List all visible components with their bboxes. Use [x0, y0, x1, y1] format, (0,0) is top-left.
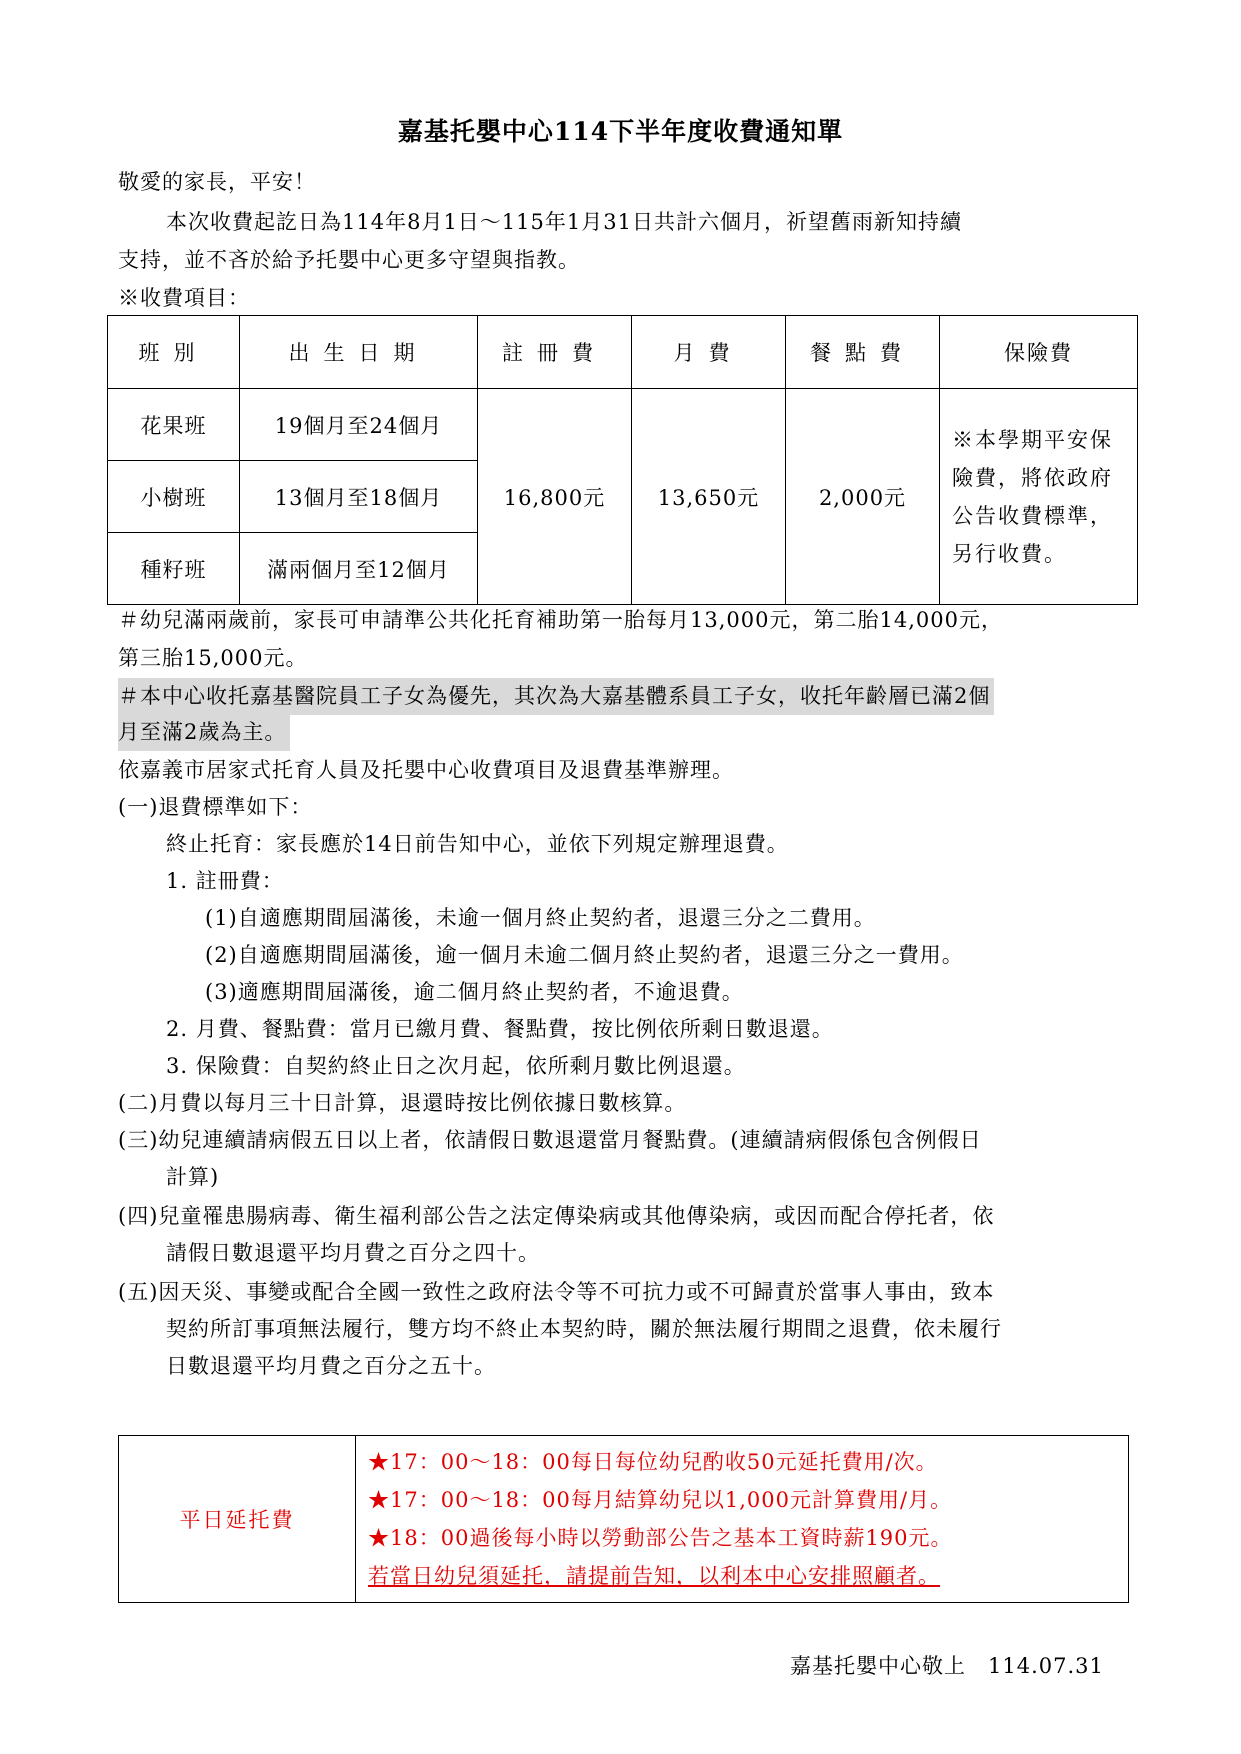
subsidy-note-line-2: 第三胎15,000元。: [118, 646, 308, 670]
intro-line-2: 支持，並不吝於給予托嬰中心更多守望與指教。: [118, 248, 580, 272]
table-row: [108, 389, 1138, 461]
refund-item-1-sub: (2)自適應期間屆滿後，逾一個月未逾二個月終止契約者，退還三分之一費用。: [205, 943, 964, 967]
header-meal: 餐點費: [786, 316, 940, 389]
registration-fee: 16,800元: [478, 389, 632, 605]
signature: 嘉基托嬰中心敬上 114.07.31: [790, 1654, 1104, 1678]
subsidy-note-line-1: ＃幼兒滿兩歲前，家長可申請準公共化托育補助第一胎每月13,000元，第二胎14,000元，: [118, 608, 1003, 632]
late-fee-items: [356, 1436, 1129, 1603]
late-fee-line: ★17：00～18：00每日每位幼兒酌收50元延托費用/次。: [368, 1450, 938, 1474]
refund-para-5-line-3: 日數退還平均月費之百分之五十。: [166, 1354, 496, 1378]
refund-terminate: 終止托育：家長應於14日前告知中心，並依下列規定辦理退費。: [166, 832, 789, 856]
page-title: 嘉基托嬰中心114下半年度收費通知單: [397, 117, 844, 146]
late-fee-line: ★17：00～18：00每月結算幼兒以1,000元計算費用/月。: [368, 1488, 953, 1512]
refund-para-3-line-2: 計算): [166, 1165, 220, 1189]
refund-para-4-line-2: 請假日數退還平均月費之百分之四十。: [166, 1241, 540, 1265]
refund-item-1-sub: (3)適應期間屆滿後，逾二個月終止契約者，不逾退費。: [205, 980, 744, 1004]
refund-para-5-line-2: 契約所訂事項無法履行，雙方均不終止本契約時，關於無法履行期間之退費，依未履行: [166, 1317, 1002, 1341]
refund-para-3-line-1: (三)幼兒連續請病假五日以上者，依請假日數退還當月餐點費。(連續請病假係包含例假日: [118, 1128, 982, 1152]
refund-item-3: 3. 保險費：自契約終止日之次月起，依所剩月數比例退還。: [166, 1054, 746, 1078]
late-fee-notice: 若當日幼兒須延托，請提前告知，以利本中心安排照顧者。: [368, 1564, 940, 1588]
class-name: 小樹班: [108, 461, 240, 533]
regulation-note: 依嘉義市居家式托育人員及托嬰中心收費項目及退費基準辦理。: [118, 758, 734, 782]
class-age: 13個月至18個月: [240, 461, 478, 533]
late-fee-line: ★18：00過後每小時以勞動部公告之基本工資時薪190元。: [368, 1526, 953, 1550]
insurance-line: 另行收費。: [952, 541, 1067, 566]
fee-table-header: [108, 316, 1138, 389]
header-birthdate: 出生日期: [240, 316, 478, 389]
insurance-line: 險費，將依政府: [952, 465, 1113, 490]
refund-item-2: 2. 月費、餐點費：當月已繳月費、餐點費，按比例依所剩日數退還。: [166, 1017, 834, 1041]
priority-note-line-2: 月至滿2歲為主。: [118, 714, 290, 751]
insurance-line: ※本學期平安保: [952, 427, 1113, 452]
refund-para-2: (二)月費以每月三十日計算，退還時按比例依據日數核算。: [118, 1091, 687, 1115]
refund-item-1-sub: (1)自適應期間屆滿後，未逾一個月終止契約者，退還三分之二費用。: [205, 906, 876, 930]
refund-para-5-line-1: (五)因天災、事變或配合全國一致性之政府法令等不可抗力或不可歸責於當事人事由，致本: [118, 1280, 995, 1304]
class-name: 種籽班: [108, 533, 240, 605]
insurance-note: [940, 389, 1138, 605]
fee-table: [107, 315, 1138, 605]
header-monthly: 月費: [632, 316, 786, 389]
class-age: 滿兩個月至12個月: [240, 533, 478, 605]
meal-fee: 2,000元: [786, 389, 940, 605]
header-registration: 註冊費: [478, 316, 632, 389]
refund-heading: (一)退費標準如下：: [118, 795, 313, 819]
class-name: 花果班: [108, 389, 240, 461]
monthly-fee: 13,650元: [632, 389, 786, 605]
class-age: 19個月至24個月: [240, 389, 478, 461]
greeting: 敬愛的家長，平安！: [118, 170, 316, 194]
header-insurance: 保險費: [940, 316, 1138, 389]
header-class: 班別: [108, 316, 240, 389]
late-fee-label: 平日延托費: [119, 1436, 356, 1603]
intro-line-1: 本次收費起訖日為114年8月1日～115年1月31日共計六個月，祈望舊雨新知持續: [166, 210, 962, 234]
priority-note-line-1: ＃本中心收托嘉基醫院員工子女為優先，其次為大嘉基體系員工子女，收托年齡層已滿2個: [118, 678, 994, 715]
refund-item-1: 1. 註冊費：: [166, 869, 284, 893]
late-fee-table: [118, 1435, 1129, 1603]
fee-heading: ※收費項目：: [118, 286, 250, 310]
insurance-line: 公告收費標準，: [952, 503, 1113, 528]
refund-para-4-line-1: (四)兒童罹患腸病毒、衛生福利部公告之法定傳染病或其他傳染病，或因而配合停托者，依: [118, 1204, 995, 1228]
